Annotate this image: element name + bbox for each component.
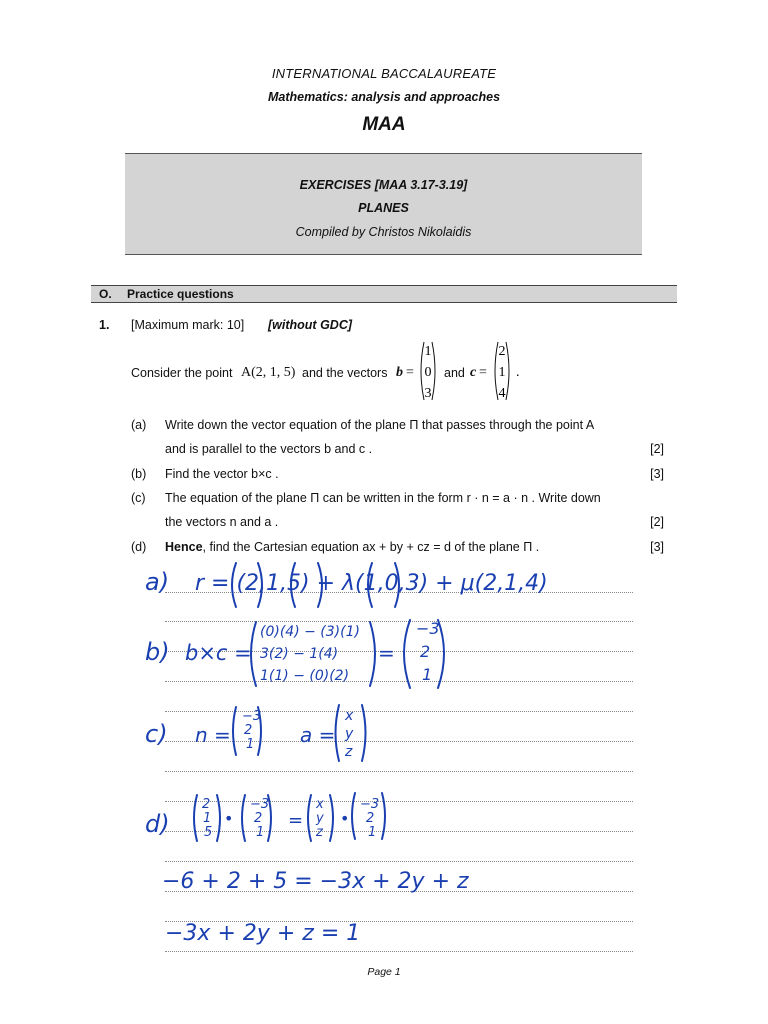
hw-c-n-x: −3 — [242, 709, 262, 724]
hw-b-row1: (0)(4) − (3)(1) — [260, 624, 360, 640]
svg-text:.: . — [516, 365, 520, 380]
hw-d-r1-z: z — [316, 825, 323, 840]
part-b-line1: Find the vector b×c . — [165, 467, 279, 481]
vector-b-y: 0 — [424, 365, 432, 380]
title-topic: PLANES — [358, 201, 409, 215]
svg-text:n =: n = — [195, 723, 231, 747]
hw-b-result-x: −3 — [416, 619, 440, 638]
intro-text-a: Consider the point — [131, 366, 233, 380]
svg-text:•: • — [224, 809, 234, 828]
svg-text:=: = — [288, 810, 304, 831]
svg-text:a =: a = — [300, 723, 336, 747]
hw-b-row3: 1(1) − (0)(2) — [260, 668, 350, 684]
vector-b-name: b — [396, 365, 403, 380]
question-max-mark: [Maximum mark: 10] — [131, 318, 245, 332]
equals-sign-b: = — [406, 365, 414, 380]
part-b-mark: [3] — [650, 467, 664, 481]
part-c-mark: [2] — [650, 515, 664, 529]
equals-sign-c: = — [479, 365, 487, 380]
question-number: 1. — [99, 318, 110, 332]
header-course: Mathematics: analysis and approaches — [267, 90, 501, 104]
hw-line2: −6 + 2 + 5 = −3x + 2y + z — [162, 869, 469, 894]
part-a-line1: Write down the vector equation of the plane Π that passes through the point A — [165, 418, 595, 432]
point-a: A(2, 1, 5) — [241, 365, 296, 380]
part-c-line2: the vectors n and a . — [165, 515, 279, 529]
hw-b-row2: 3(2) − 1(4) — [260, 646, 339, 662]
part-a-mark: [2] — [650, 442, 664, 456]
hw-d-l2-x: −3 — [250, 797, 270, 812]
vector-c-z: 4 — [498, 386, 506, 401]
hw-c-a-x: x — [345, 708, 354, 724]
hw-d-r1-y: y — [316, 811, 324, 826]
part-d-mark: [3] — [650, 540, 664, 554]
part-d-label: (d) — [131, 540, 147, 554]
vector-c-x: 2 — [498, 344, 506, 359]
title-author: Compiled by Christos Nikolaidis — [295, 225, 472, 239]
hw-d-r2-z: 1 — [368, 825, 377, 840]
vector-c-y: 1 — [498, 365, 506, 380]
title-exercises: EXERCISES [MAA 3.17-3.19] — [299, 178, 468, 192]
hw-b-lhs: b×c = — [185, 641, 252, 665]
hw-d-r2-x: −3 — [360, 797, 380, 812]
hw-line3: −3x + 2y + z = 1 — [165, 921, 361, 946]
hw-a-equation: r = (2,1,5) + λ(1,0,3) + μ(2,1,4) — [195, 571, 548, 596]
hw-d-r2-y: 2 — [366, 811, 375, 826]
vector-b-z: 3 — [424, 386, 432, 401]
hw-c-n-z: 1 — [246, 737, 255, 752]
vector-b-x: 1 — [424, 344, 432, 359]
hw-c-n-y: 2 — [244, 723, 253, 738]
hw-b-label: b) — [145, 638, 170, 666]
hw-d-l1-y: 1 — [203, 811, 212, 826]
hw-b-result-z: 1 — [422, 665, 433, 684]
hw-d-r1-x: x — [316, 797, 324, 812]
hw-d-l1-z: 5 — [204, 825, 213, 840]
part-d-hence: Hence — [165, 540, 203, 554]
question-gdc: [without GDC] — [268, 318, 353, 332]
section-number: O. — [99, 287, 112, 301]
part-c-label: (c) — [131, 491, 146, 505]
hw-b-result-y: 2 — [420, 642, 431, 661]
hw-c-a-y: y — [345, 726, 354, 742]
svg-text:=: = — [378, 641, 395, 665]
part-a-line2: and is parallel to the vectors b and c . — [165, 442, 373, 456]
hw-a-label: a) — [145, 568, 170, 596]
intro-text-b: and the vectors — [302, 366, 388, 380]
part-d-text: , find the Cartesian equation ax + by + cz = d of the plane Π . — [202, 540, 540, 554]
header-code: MAA — [362, 114, 406, 135]
hw-d-label: d) — [145, 810, 170, 838]
hw-d-l1-x: 2 — [202, 797, 211, 812]
hw-c-a-z: z — [345, 744, 353, 760]
hw-d-l2-y: 2 — [254, 811, 263, 826]
page-number: Page 1 — [367, 966, 401, 978]
vector-c-name: c — [470, 365, 477, 380]
hw-c-label: c) — [145, 720, 168, 748]
part-c-line1: The equation of the plane Π can be written in the form r · n = a · n . Write down — [165, 491, 601, 505]
section-title: Practice questions — [127, 287, 234, 301]
svg-text:•: • — [340, 809, 350, 828]
hw-d-l2-z: 1 — [256, 825, 265, 840]
part-a-label: (a) — [131, 418, 147, 432]
part-b-label: (b) — [131, 467, 147, 481]
header-org: INTERNATIONAL BACCALAUREATE — [271, 66, 497, 81]
and-text: and — [444, 366, 465, 380]
